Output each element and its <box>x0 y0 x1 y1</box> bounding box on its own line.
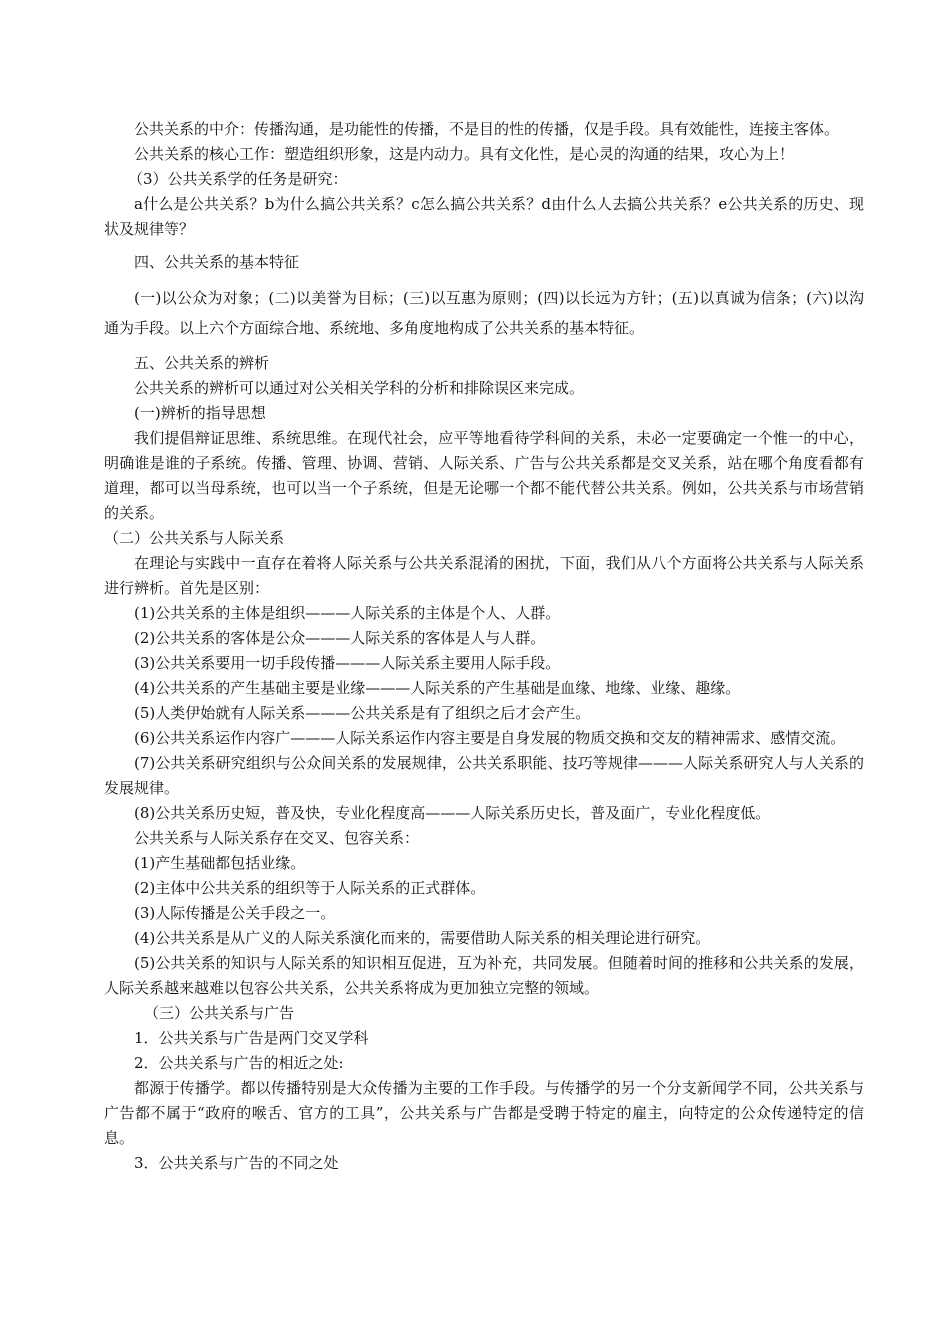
list-item-ad-1: 1．公共关系与广告是两门交叉学科 <box>134 1029 369 1047</box>
list-item-difference-7: (7)公共关系研究组织与公众间关系的发展规律，公共关系职能、技巧等规律———人际关系研究人与人关系的发展规律。 <box>104 754 864 797</box>
paragraph-interpersonal-intro: 在理论与实践中一直存在着将人际关系与公共关系混淆的困扰，下面，我们从八个方面将公共关系与人际关系进行辨析。首先是区别： <box>104 554 864 597</box>
paragraph-guiding-thought: 我们提倡辩证思维、系统思维。在现代社会，应平等地看待学科间的关系，未必一定要确定一个惟一的中心，明确谁是谁的子系统。传播、管理、协调、营销、人际关系、广告与公共关系都是交叉关系，站在哪个角度看都有道理，都可以当母系统，也可以当一个子系统，但是无论哪一个都不能代替公共关系。例如，公共关系与市场营销的关系。 <box>104 429 864 522</box>
section-heading-analysis: 五、公共关系的辨析 <box>134 354 270 372</box>
subheading-interpersonal: （二）公共关系与人际关系 <box>104 529 285 547</box>
section-heading-features: 四、公共关系的基本特征 <box>134 253 300 271</box>
list-item-difference-2: (2)公共关系的客体是公众———人际关系的客体是人与人群。 <box>134 629 546 647</box>
subheading-guiding-thought: (一)辨析的指导思想 <box>134 404 266 422</box>
list-item-overlap-3: (3)人际传播是公关手段之一。 <box>134 904 336 922</box>
list-item-difference-3: (3)公共关系要用一切手段传播———人际关系主要用人际手段。 <box>134 654 561 672</box>
list-item-overlap-2: (2)主体中公共关系的组织等于人际关系的正式群体。 <box>134 879 486 897</box>
document-page <box>104 117 864 1176</box>
list-item-ad-3: 3．公共关系与广告的不同之处 <box>134 1154 339 1172</box>
paragraph-task-questions: a什么是公共关系？b为什么搞公共关系？c怎么搞公共关系？d由什么人去搞公共关系？e公共关系的历史、现状及规律等？ <box>104 195 864 238</box>
list-item-difference-5: (5)人类伊始就有人际关系———公共关系是有了组织之后才会产生。 <box>134 704 591 722</box>
list-item-overlap-5: (5)公共关系的知识与人际关系的知识相互促进，互为补充，共同发展。但随着时间的推移和公共关系的发展，人际关系越来越难以包容公共关系，公共关系将成为更加独立完整的领域。 <box>104 954 864 997</box>
paragraph-analysis-intro: 公共关系的辨析可以通过对公关相关学科的分析和排除误区来完成。 <box>134 379 585 397</box>
list-item-difference-4: (4)公共关系的产生基础主要是业缘———人际关系的产生基础是血缘、地缘、业缘、趣缘。 <box>134 679 741 697</box>
list-item-difference-8: (8)公共关系历史短，普及快，专业化程度高———人际关系历史长，普及面广，专业化程度低。 <box>134 804 771 822</box>
paragraph-overlap-intro: 公共关系与人际关系存在交叉、包容关系： <box>134 829 420 847</box>
list-item-overlap-4: (4)公共关系是从广义的人际关系演化而来的，需要借助人际关系的相关理论进行研究。 <box>134 929 711 947</box>
list-item-difference-6: (6)公共关系运作内容广———人际关系运作内容主要是自身发展的物质交换和交友的精神需求、感情交流。 <box>134 729 846 747</box>
paragraph-task-heading: （3）公共关系学的任务是研究： <box>128 170 348 188</box>
list-item-difference-1: (1)公共关系的主体是组织———人际关系的主体是个人、人群。 <box>134 604 561 622</box>
paragraph-features: (一)以公众为对象；(二)以美誉为目标；(三)以互惠为原则；(四)以长远为方针；(五)以真诚为信条；(六)以沟通为手段。以上六个方面综合地、系统地、多角度地构成了公共关系的基本特征。 <box>104 289 864 337</box>
paragraph-ad-similarity: 都源于传播学。都以传播特别是大众传播为主要的工作手段。与传播学的另一个分支新闻学不同，公共关系与广告都不属于“政府的喉舌、官方的工具”，公共关系与广告都是受聘于特定的雇主，向特定的公众传递特定的信息。 <box>104 1079 864 1147</box>
paragraph-mediator: 公共关系的中介：传播沟通，是功能性的传播，不是目的性的传播，仅是手段。具有效能性，连接主客体。 <box>134 120 840 138</box>
subheading-advertising: （三）公共关系与广告 <box>144 1004 295 1022</box>
paragraph-core-work: 公共关系的核心工作：塑造组织形象，这是内动力。具有文化性，是心灵的沟通的结果，攻心为上！ <box>134 145 795 163</box>
list-item-ad-2: 2．公共关系与广告的相近之处: <box>134 1054 344 1072</box>
list-item-overlap-1: (1)产生基础都包括业缘。 <box>134 854 306 872</box>
